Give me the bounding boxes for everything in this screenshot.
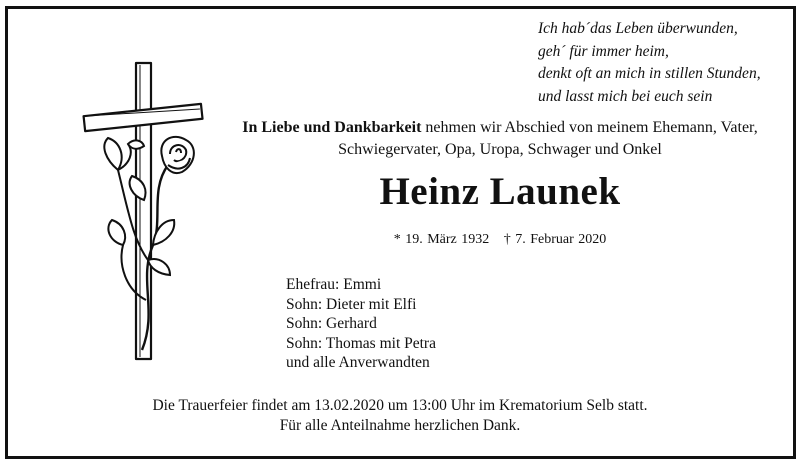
funeral-info: Die Trauerfeier findet am 13.02.2020 um 13:00 Uhr im Krematorium Selb statt. [152, 397, 648, 414]
birth-date: * 19. März 1932 [393, 232, 490, 247]
family-member: Sohn: Gerhard [286, 315, 377, 332]
poem [538, 18, 788, 108]
family-list [286, 275, 586, 373]
intro-line-1 [210, 117, 790, 139]
poem-line: geh´ für immer heim, [538, 42, 669, 60]
family-member: Ehefrau: Emmi [286, 276, 382, 293]
intro-text [210, 117, 790, 161]
intro-bold: In Liebe und Dankbarkeit [242, 119, 422, 136]
poem-line: denkt oft an mich in stillen Stunden, [538, 65, 761, 82]
cross-with-rose-icon [78, 60, 208, 365]
poem-line: und lasst mich bei euch sein [538, 87, 713, 105]
funeral-notice [0, 396, 800, 435]
life-dates [210, 230, 790, 250]
deceased-name: Heinz Launek [379, 170, 621, 213]
poem-line: Ich hab´das Leben überwunden, [538, 20, 738, 37]
thanks-line: Für alle Anteilnahme herzlichen Dank. [279, 416, 521, 434]
family-member: Sohn: Thomas mit Petra [286, 334, 436, 352]
family-member: Sohn: Dieter mit Elfi [286, 295, 417, 313]
intro-rest: nehmen wir Abschied von meinem Ehemann, Vater, [425, 119, 758, 136]
intro-line-2: Schwiegervater, Opa, Uropa, Schwager und Onkel [338, 141, 662, 158]
family-member: und alle Anverwandten [286, 354, 430, 371]
death-date: † 7. Februar 2020 [503, 232, 607, 247]
